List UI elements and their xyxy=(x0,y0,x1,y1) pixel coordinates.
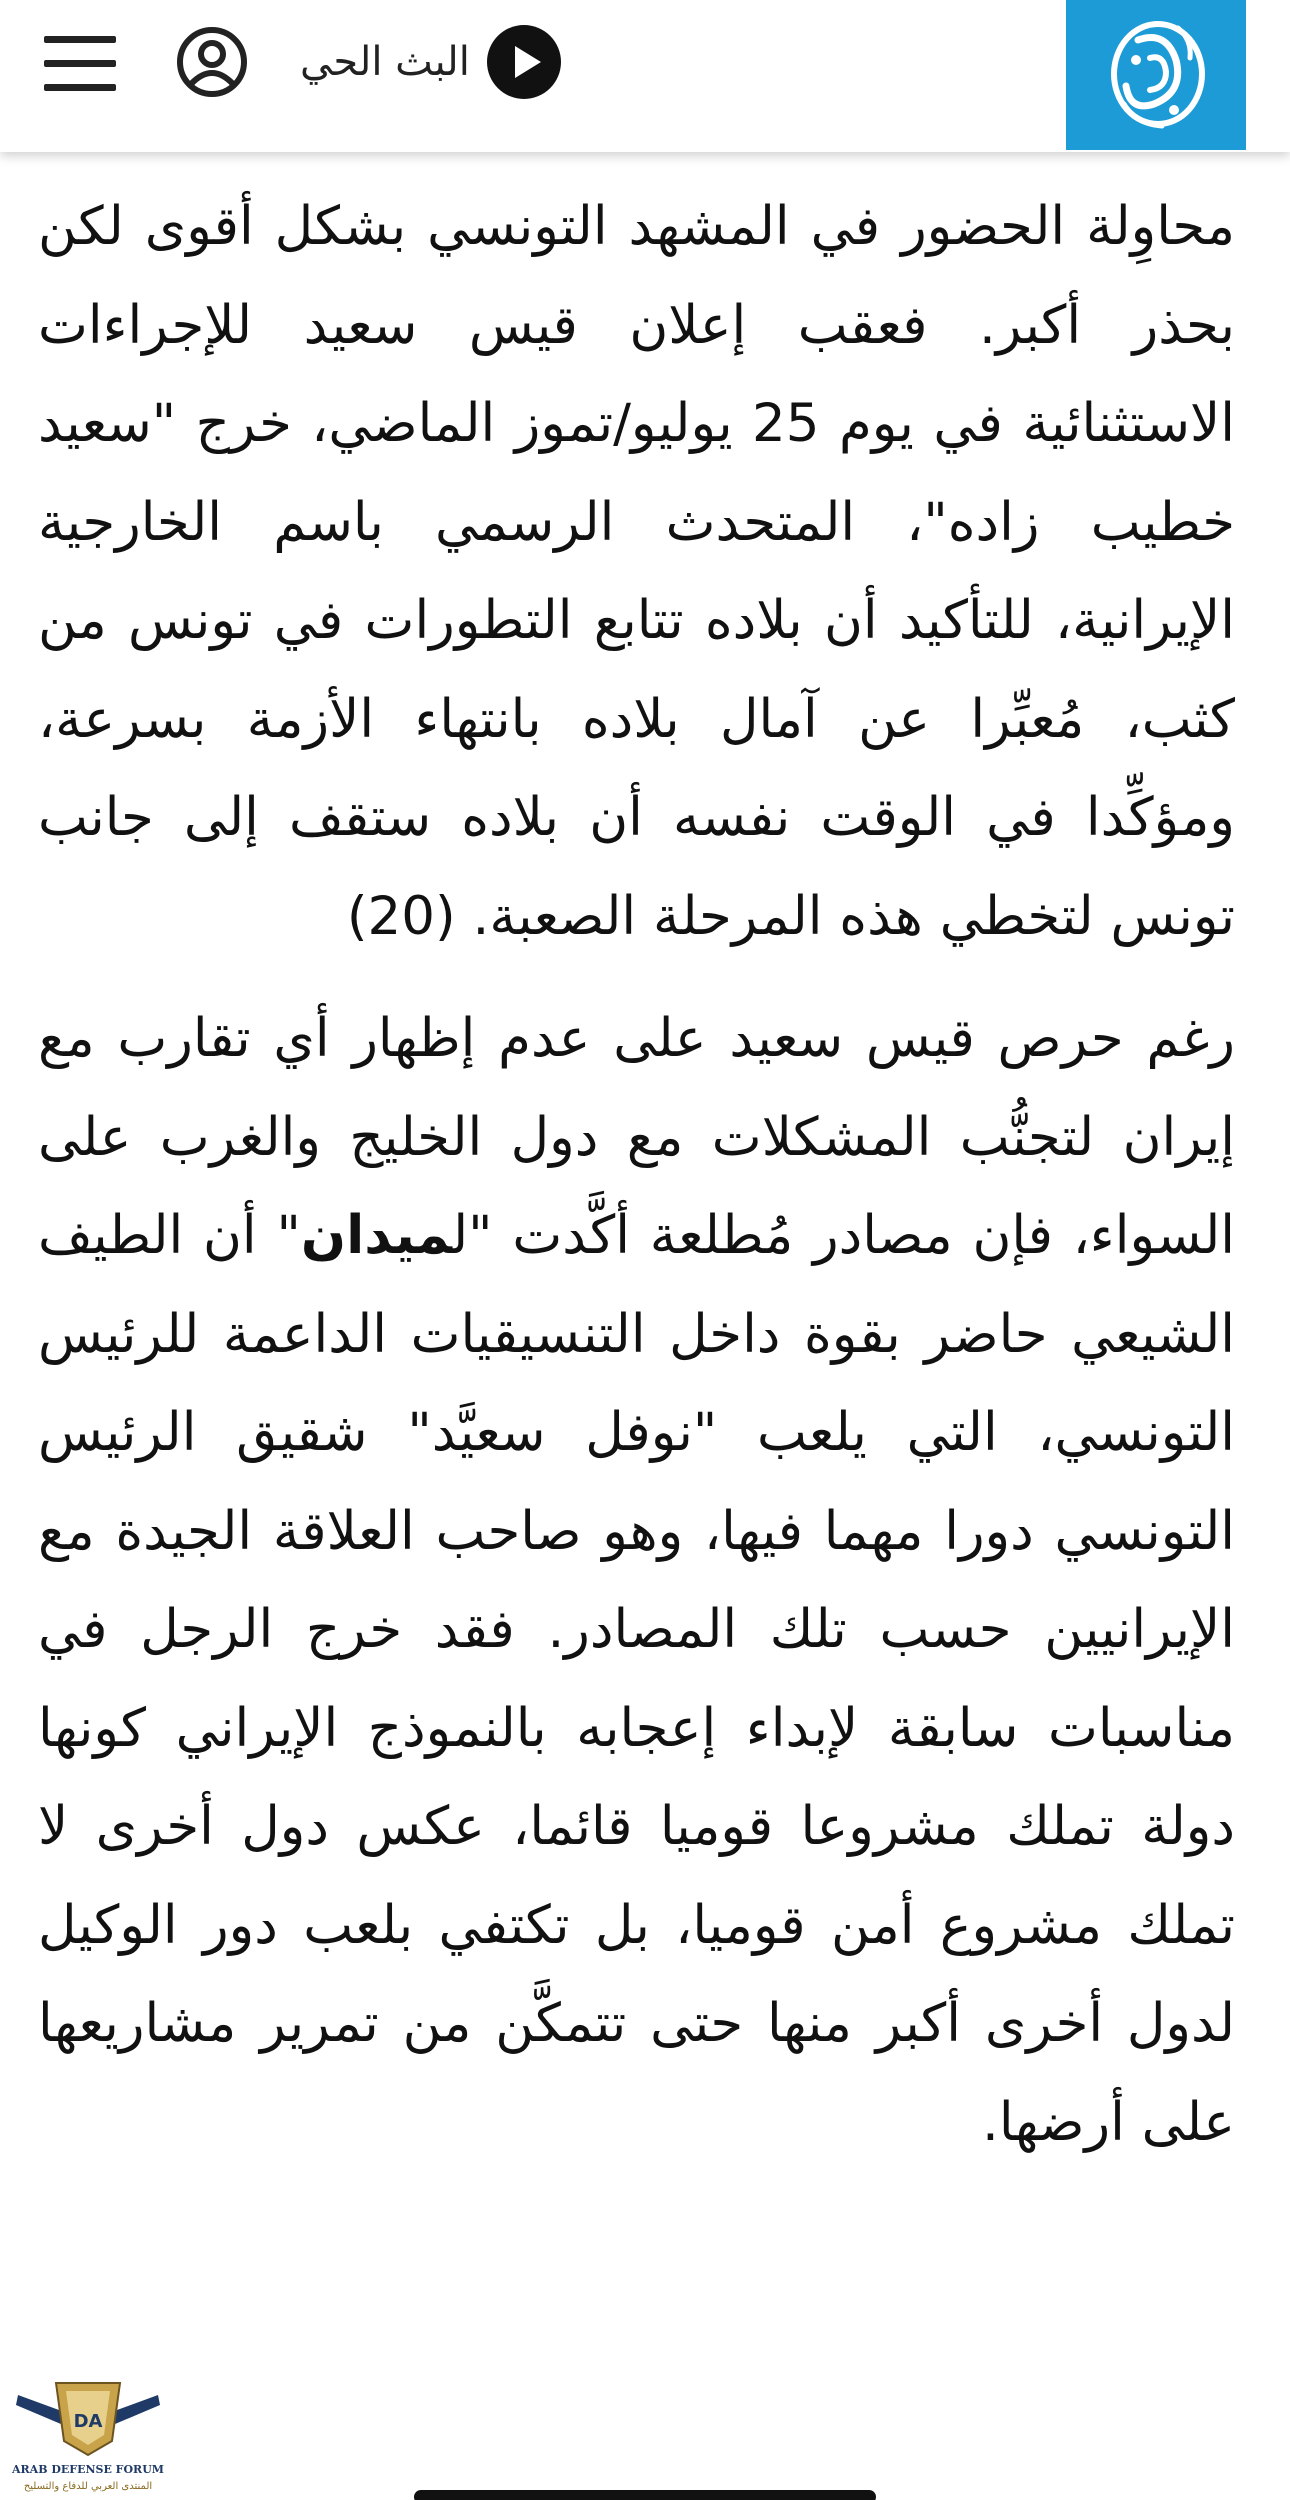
home-indicator-bar[interactable] xyxy=(414,2490,876,2500)
play-circle-icon xyxy=(486,24,562,100)
watermark-badge: DA xyxy=(73,2411,103,2432)
live-stream-label: البث الحي xyxy=(300,39,470,85)
top-navigation-bar xyxy=(0,0,1290,152)
watermark-subtitle: المنتدى العربي للدفاع والتسليح xyxy=(23,2481,153,2492)
user-account-icon[interactable] xyxy=(176,26,248,98)
article-paragraph: محاوِلة الحضور في المشهد التونسي بشكل أقوى لكن بحذر أكبر. فعقب إعلان قيس سعيد للإجراءات الاستثنائية في يوم 25 يوليو/تموز الماضي، خرج "سعيد خطيب زاده"، المتحدث الرسمي باسم الخارجية الإيرانية، للتأكيد أن بلاده تتابع التطورات في تونس من كثب، مُعبِّرا عن آمال بلاده بانتهاء الأزمة بسرعة، ومؤكِّدا في الوقت نفسه أن بلاده ستقف إلى جانب تونس لتخطي هذه المرحلة الصعبة. (20) xyxy=(38,196,1235,947)
hamburger-menu-icon[interactable] xyxy=(40,34,120,94)
article-paragraph: رغم حرص قيس سعيد على عدم إظهار أي تقارب مع إيران لتجنُّب المشكلات مع دول الخليج والغرب على السواء، فإن مصادر مُطلعة أكَّدت "لميدان" أن الطيف الشيعي حاضر بقوة داخل التنسيقيات الداعمة للرئيس التونسي، التي يلعب "نوفل سعيَّد" شقيق الرئيس التونسي دورا مهما فيها، وهو صاحب العلاقة الجيدة مع الإيرانيين حسب تلك المصادر. فقد خرج الرجل في مناسبات سابقة لإبداء إعجابه بالنموذج الإيراني كونها دولة تملك مشروعا قوميا قائما، عكس دول أخرى لا تملك مشروع أمن قوميا، بل تكتفي بلعب دور الوكيل لدول أخرى أكبر منها حتى تتمكَّن من تمرير مشاريعها على أرضها. xyxy=(38,1008,1235,2153)
arab-defense-forum-watermark xyxy=(8,2375,168,2495)
meydan-link-text: ميدان xyxy=(300,1205,453,1266)
article-body xyxy=(38,178,1235,2172)
al-jazeera-logo[interactable] xyxy=(1066,0,1246,150)
watermark-title: ARAB DEFENSE FORUM xyxy=(12,2463,164,2476)
live-stream-button[interactable] xyxy=(300,24,562,100)
